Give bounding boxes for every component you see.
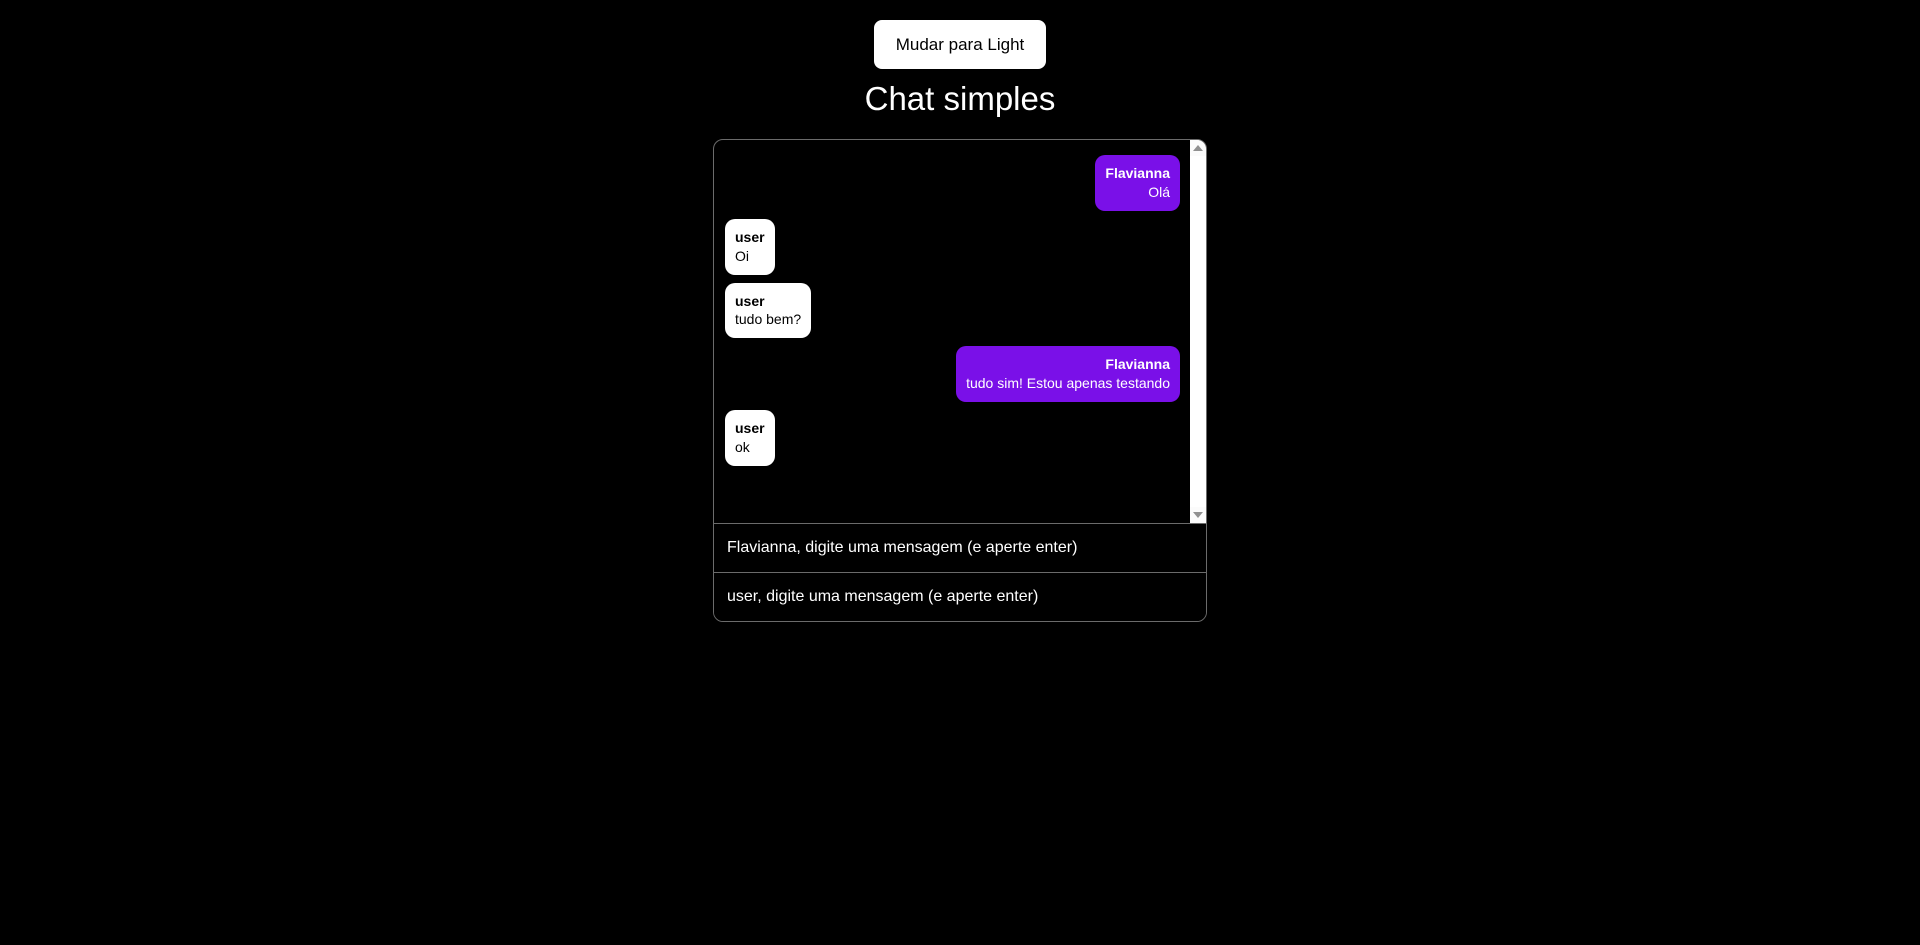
triangle-down-icon xyxy=(1193,512,1203,518)
chat-inputs xyxy=(714,523,1206,621)
chat-widget xyxy=(713,139,1207,622)
message-bubble-user xyxy=(725,219,775,275)
message-text: Olá xyxy=(1148,183,1170,200)
message-sender: Flavianna xyxy=(1105,356,1170,373)
scrollbar-thumb[interactable] xyxy=(1190,156,1206,507)
message-sender: user xyxy=(735,420,765,437)
chat-messages-area[interactable] xyxy=(714,140,1206,523)
chat-scrollbar[interactable] xyxy=(1190,140,1206,523)
message-sender: user xyxy=(735,292,765,309)
message-bubble-flavianna xyxy=(1095,155,1180,211)
chat-input-user[interactable] xyxy=(714,572,1206,621)
triangle-up-icon xyxy=(1193,145,1203,151)
scrollbar-up-button[interactable] xyxy=(1190,140,1206,156)
message-sender: Flavianna xyxy=(1105,165,1170,181)
message-bubble-flavianna xyxy=(956,346,1180,402)
message-list xyxy=(714,140,1190,523)
message-bubble-user xyxy=(725,410,775,466)
theme-toggle-button[interactable]: Mudar para Light xyxy=(874,20,1047,69)
message-text: tudo sim! Estou apenas testando xyxy=(966,375,1170,392)
message-bubble-user xyxy=(725,283,811,339)
message-text: ok xyxy=(735,439,750,456)
message-sender: user xyxy=(735,228,765,245)
message-text: Oi xyxy=(735,247,749,264)
page-title: Chat simples xyxy=(864,80,1056,117)
chat-input-flavianna[interactable] xyxy=(714,523,1206,572)
scrollbar-down-button[interactable] xyxy=(1190,507,1206,523)
message-text: tudo bem? xyxy=(735,311,802,328)
